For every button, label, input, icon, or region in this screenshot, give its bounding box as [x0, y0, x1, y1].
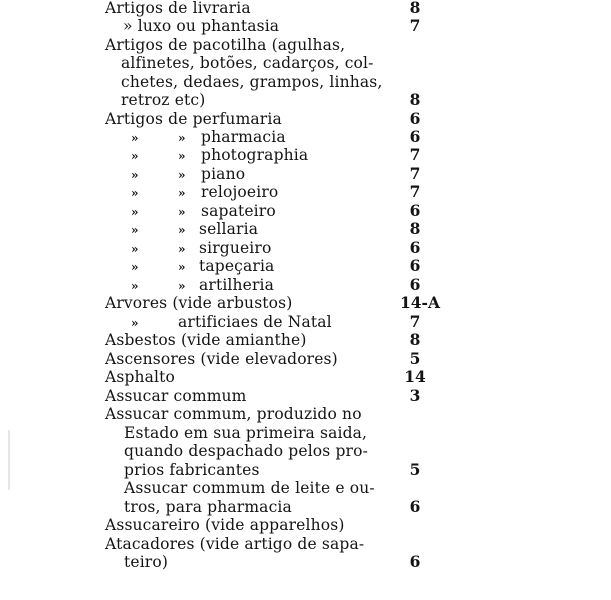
ditto-mark: »	[131, 205, 139, 219]
entry-text: artilheria	[199, 276, 275, 294]
entry-text: Artigos de livraria	[105, 0, 251, 17]
entry-text: Artigos de perfumaria	[105, 110, 282, 128]
entry-value: 6	[409, 497, 421, 516]
ditto-mark: »	[178, 242, 186, 256]
entry-value: 6	[409, 201, 421, 220]
entry-value: 7	[409, 312, 421, 331]
entry-text-continued: alfinetes, botões, cadarços, col-	[121, 54, 374, 72]
entry-text: sirgueiro	[199, 239, 272, 257]
entry-value: 6	[409, 127, 421, 146]
entry-value: 3	[409, 386, 421, 405]
entry-text: » luxo ou phantasia	[123, 17, 280, 35]
entry-text: sellaria	[199, 220, 259, 238]
entry-text: photographia	[201, 146, 309, 164]
entry-text: artificiaes de Natal	[178, 313, 332, 331]
ditto-mark: »	[131, 316, 139, 330]
ditto-mark: »	[131, 131, 139, 145]
entry-text-continued: Estado em sua primeira saida,	[124, 424, 368, 442]
ditto-mark: »	[178, 131, 186, 145]
entry-text-continued: teiro)	[124, 553, 169, 571]
entry-text-continued: retroz etc)	[121, 91, 206, 109]
entry-text: Asphalto	[105, 368, 176, 386]
entry-value: 7	[409, 182, 421, 201]
ditto-mark: »	[178, 149, 186, 163]
entry-value: 7	[409, 16, 421, 35]
entry-text: sapateiro	[201, 202, 276, 220]
ditto-mark: »	[178, 186, 186, 200]
ditto-mark: »	[131, 168, 139, 182]
entry-value: 7	[409, 164, 421, 183]
entry-value: 5	[409, 460, 421, 479]
entry-text: Atacadores (vide artigo de sapa-	[105, 535, 365, 553]
entry-value: 7	[409, 145, 421, 164]
ditto-mark: »	[178, 260, 186, 274]
ditto-mark: »	[178, 279, 186, 293]
ditto-mark: »	[131, 242, 139, 256]
entry-value: 8	[409, 330, 421, 349]
entry-text-continued: tros, para pharmacia	[124, 498, 292, 516]
entry-value: 6	[409, 238, 421, 257]
entry-text: Ascensores (vide elevadores)	[105, 350, 338, 368]
entry-value: 5	[409, 349, 421, 368]
entry-text: Assucar commum, produzido no	[105, 405, 362, 423]
entry-text: Arvores (vide arbustos)	[105, 294, 293, 312]
ditto-mark: »	[131, 149, 139, 163]
entry-value: 6	[409, 256, 421, 275]
entry-value: 14-A	[399, 293, 441, 312]
entry-value: 14	[404, 367, 426, 386]
entry-text: tapeçaria	[199, 257, 275, 275]
entry-text: relojoeiro	[201, 183, 279, 201]
ditto-mark: »	[131, 223, 139, 237]
ditto-mark: »	[178, 205, 186, 219]
entry-value: 6	[409, 109, 421, 128]
ditto-mark: »	[178, 168, 186, 182]
entry-value: 6	[409, 275, 421, 294]
ditto-mark: »	[131, 260, 139, 274]
entry-text-continued: prios fabricantes	[124, 461, 260, 479]
entry-text: Asbestos (vide amianthe)	[105, 331, 307, 349]
entry-text: pharmacia	[201, 128, 286, 146]
ditto-mark: »	[131, 186, 139, 200]
entry-text: Artigos de pacotilha (agulhas,	[105, 36, 346, 54]
entry-text-continued: quando despachado pelos pro-	[124, 442, 368, 460]
entry-value: 6	[409, 552, 421, 571]
ditto-mark: »	[131, 279, 139, 293]
entry-value: 8	[409, 219, 421, 238]
entry-text-continued: chetes, dedaes, grampos, linhas,	[121, 73, 383, 91]
entry-text: piano	[201, 165, 246, 183]
entry-value: 8	[409, 90, 421, 109]
ditto-mark: »	[178, 223, 186, 237]
entry-text: Assucareiro (vide apparelhos)	[105, 516, 345, 534]
entry-text: Assucar commum de leite e ou-	[124, 479, 375, 497]
entry-value: 8	[409, 0, 421, 17]
entry-text: Assucar commum	[105, 387, 247, 405]
scan-edge-mark	[8, 430, 10, 490]
